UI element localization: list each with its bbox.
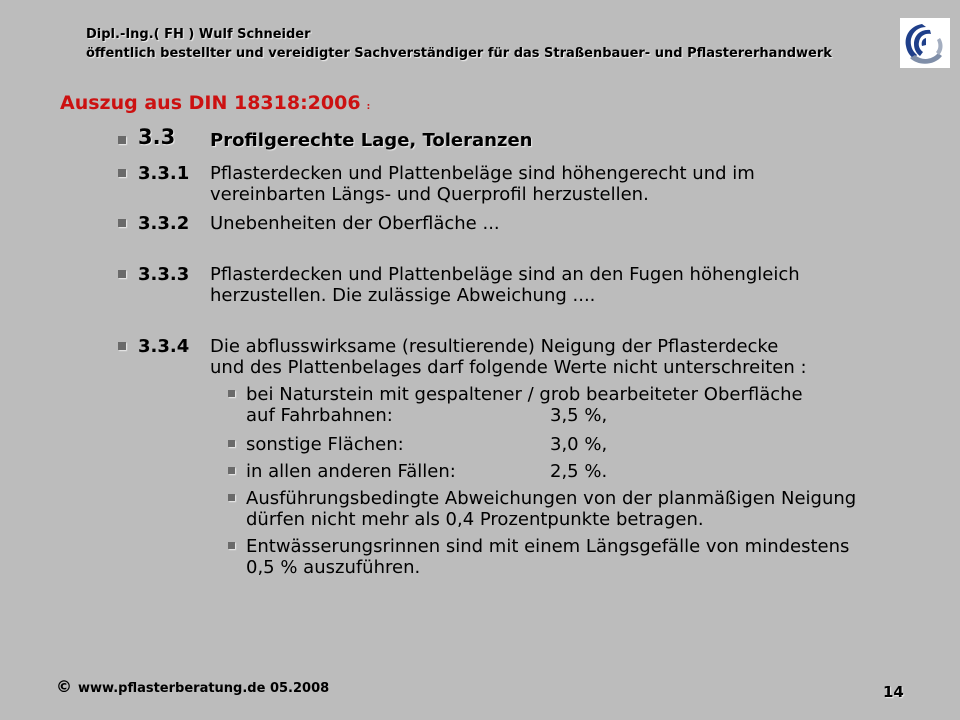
section-number: 3.3.2 bbox=[138, 213, 190, 234]
copyright-icon: © bbox=[56, 677, 72, 696]
section-text bbox=[210, 163, 755, 205]
footer-text: www.pflasterberatung.de 05.2008 bbox=[78, 681, 330, 696]
bullet-icon bbox=[118, 342, 126, 350]
sub-item-value: 2,5 %. bbox=[550, 461, 608, 482]
section-text bbox=[210, 264, 800, 306]
bullet-icon bbox=[228, 494, 235, 501]
text-line: und des Plattenbelages darf folgende Werte nicht unterschreiten : bbox=[210, 357, 807, 378]
bullet-icon bbox=[118, 219, 126, 227]
text-line: Pflasterdecken und Plattenbeläge sind höhengerecht und im bbox=[210, 163, 755, 184]
sub-item-text: in allen anderen Fällen: bbox=[246, 461, 456, 482]
section-text: Unebenheiten der Oberfläche ... bbox=[210, 213, 500, 234]
sub-item-text bbox=[246, 536, 849, 578]
bullet-icon bbox=[118, 136, 126, 144]
section-text bbox=[210, 336, 807, 378]
text-line: bei Naturstein mit gespaltener / grob bearbeiteter Oberfläche bbox=[246, 384, 803, 405]
bullet-icon bbox=[228, 542, 235, 549]
section-number: 3.3.1 bbox=[138, 163, 190, 184]
text-line: dürfen nicht mehr als 0,4 Prozentpunkte betragen. bbox=[246, 509, 704, 530]
text-line: Die abflusswirksame (resultierende) Neigung der Pflasterdecke bbox=[210, 336, 779, 357]
bullet-icon bbox=[228, 390, 235, 397]
header-qualification: öffentlich bestellter und vereidigter Sachverständiger für das Straßenbauer- und Pflastererhandwerk bbox=[86, 46, 832, 61]
header-author: Dipl.-Ing.( FH ) Wulf Schneider bbox=[86, 27, 311, 42]
text-line: Ausführungsbedingte Abweichungen von der planmäßigen Neigung bbox=[246, 488, 857, 509]
sub-item-text: sonstige Flächen: bbox=[246, 434, 404, 455]
sub-item-value: 3,5 %, bbox=[550, 405, 608, 426]
section-number: 3.3 bbox=[138, 125, 176, 149]
company-logo bbox=[900, 18, 950, 68]
text-line: Entwässerungsrinnen sind mit einem Längsgefälle von mindestens bbox=[246, 536, 850, 557]
section-number: 3.3.3 bbox=[138, 264, 190, 285]
text-line: Pflasterdecken und Plattenbeläge sind an den Fugen höhengleich bbox=[210, 264, 800, 285]
sub-item-text bbox=[246, 384, 803, 426]
bullet-icon bbox=[118, 270, 126, 278]
section-heading: Profilgerechte Lage, Toleranzen bbox=[210, 130, 533, 151]
text-line: herzustellen. Die zulässige Abweichung .... bbox=[210, 285, 596, 306]
document-title bbox=[60, 92, 370, 114]
bullet-icon bbox=[228, 467, 235, 474]
text-line: vereinbarten Längs- und Querprofil herzustellen. bbox=[210, 184, 649, 205]
title-mark: : bbox=[366, 102, 371, 112]
bullet-icon bbox=[118, 169, 126, 177]
footer bbox=[56, 677, 329, 696]
text-line: 0,5 % auszuführen. bbox=[246, 557, 421, 578]
sub-item-value: 3,0 %, bbox=[550, 434, 608, 455]
title-text: Auszug aus DIN 18318:2006 bbox=[60, 92, 361, 114]
page-number: 14 bbox=[883, 683, 904, 701]
bullet-icon bbox=[228, 440, 235, 447]
section-number: 3.3.4 bbox=[138, 336, 190, 357]
text-line: auf Fahrbahnen: bbox=[246, 405, 393, 426]
sub-item-text bbox=[246, 488, 856, 530]
logo-icon bbox=[900, 18, 950, 68]
